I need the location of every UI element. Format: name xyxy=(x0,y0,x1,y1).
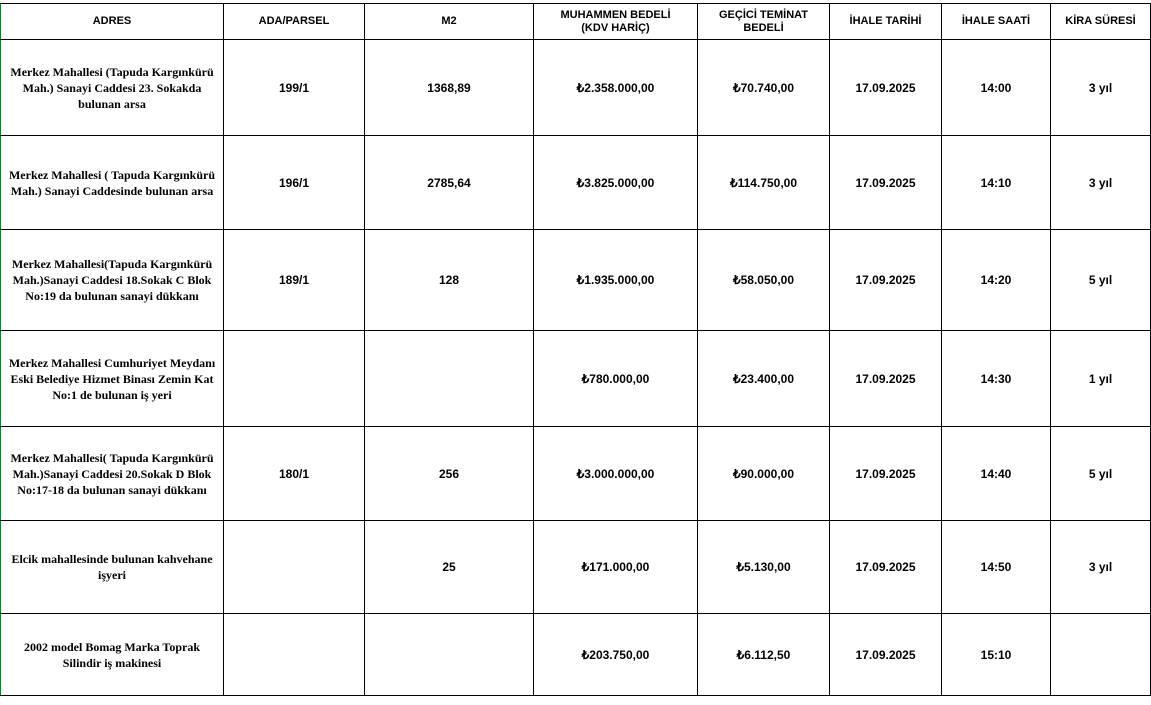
header-muhammen-bedeli xyxy=(534,4,698,40)
cell-ihale-tarihi: 17.09.2025 xyxy=(830,521,942,614)
header-ada-parsel: ADA/PARSEL xyxy=(224,4,365,40)
cell-muhammen-bedeli: ₺3.000.000,00 xyxy=(534,427,698,521)
header-ihale-saati: İHALE SAATİ xyxy=(942,4,1051,40)
header-muhammen-bedeli-label: MUHAMMEN BEDELİ (KDV HARİÇ) xyxy=(560,8,671,34)
cell-ihale-tarihi: 17.09.2025 xyxy=(830,136,942,230)
cell-gecici-teminat: ₺70.740,00 xyxy=(698,40,830,136)
table-row xyxy=(1,331,1151,427)
cell-ihale-tarihi: 17.09.2025 xyxy=(830,230,942,331)
cell-m2: 25 xyxy=(365,521,534,614)
cell-m2: 1368,89 xyxy=(365,40,534,136)
cell-muhammen-bedeli: ₺1.935.000,00 xyxy=(534,230,698,331)
cell-muhammen-bedeli: ₺203.750,00 xyxy=(534,614,698,696)
cell-adres: Merkez Mahallesi (Tapuda Kargınkürü Mah.) Sanayi Caddesi 23. Sokakda bulunan arsa xyxy=(1,40,224,136)
cell-m2: 2785,64 xyxy=(365,136,534,230)
table-row xyxy=(1,427,1151,521)
cell-adres: Merkez Mahallesi(Tapuda Kargınkürü Mah.)Sanayi Caddesi 18.Sokak C Blok No:19 da bulunan sanayi dükkanı xyxy=(1,230,224,331)
cell-muhammen-bedeli: ₺2.358.000,00 xyxy=(534,40,698,136)
cell-adres: Elcik mahallesinde bulunan kahvehane işyeri xyxy=(1,521,224,614)
cell-kira-suresi xyxy=(1051,614,1151,696)
cell-kira-suresi: 3 yıl xyxy=(1051,521,1151,614)
header-adres: ADRES xyxy=(1,4,224,40)
cell-ihale-tarihi: 17.09.2025 xyxy=(830,40,942,136)
header-row xyxy=(1,4,1151,40)
cell-ihale-saati: 15:10 xyxy=(942,614,1051,696)
cell-ihale-tarihi: 17.09.2025 xyxy=(830,614,942,696)
cell-ada-parsel: 189/1 xyxy=(224,230,365,331)
cell-ada-parsel: 180/1 xyxy=(224,427,365,521)
header-kira-suresi: KİRA SÜRESİ xyxy=(1051,4,1151,40)
cell-kira-suresi: 5 yıl xyxy=(1051,427,1151,521)
cell-gecici-teminat: ₺5.130,00 xyxy=(698,521,830,614)
cell-ihale-saati: 14:20 xyxy=(942,230,1051,331)
cell-ihale-saati: 14:00 xyxy=(942,40,1051,136)
cell-ada-parsel: 196/1 xyxy=(224,136,365,230)
header-gecici-teminat-label: GEÇİCİ TEMİNAT BEDELİ xyxy=(718,8,808,34)
cell-ihale-tarihi: 17.09.2025 xyxy=(830,331,942,427)
cell-ihale-tarihi: 17.09.2025 xyxy=(830,427,942,521)
cell-kira-suresi: 3 yıl xyxy=(1051,136,1151,230)
cell-m2: 128 xyxy=(365,230,534,331)
table-row xyxy=(1,40,1151,136)
cell-m2 xyxy=(365,614,534,696)
cell-muhammen-bedeli: ₺3.825.000,00 xyxy=(534,136,698,230)
tender-table xyxy=(0,3,1151,696)
table-row xyxy=(1,521,1151,614)
cell-ada-parsel xyxy=(224,331,365,427)
table-row xyxy=(1,614,1151,696)
cell-adres: 2002 model Bomag Marka Toprak Silindir iş makinesi xyxy=(1,614,224,696)
cell-kira-suresi: 3 yıl xyxy=(1051,40,1151,136)
cell-kira-suresi: 1 yıl xyxy=(1051,331,1151,427)
cell-ada-parsel xyxy=(224,521,365,614)
cell-ada-parsel: 199/1 xyxy=(224,40,365,136)
cell-gecici-teminat: ₺23.400,00 xyxy=(698,331,830,427)
cell-gecici-teminat: ₺90.000,00 xyxy=(698,427,830,521)
header-ihale-tarihi: İHALE TARİHİ xyxy=(830,4,942,40)
cell-ihale-saati: 14:50 xyxy=(942,521,1051,614)
cell-adres: Merkez Mahallesi Cumhuriyet Meydanı Eski Belediye Hizmet Binası Zemin Kat No:1 de bulunan iş yeri xyxy=(1,331,224,427)
cell-ihale-saati: 14:40 xyxy=(942,427,1051,521)
cell-ihale-saati: 14:30 xyxy=(942,331,1051,427)
cell-ada-parsel xyxy=(224,614,365,696)
cell-ihale-saati: 14:10 xyxy=(942,136,1051,230)
cell-muhammen-bedeli: ₺171.000,00 xyxy=(534,521,698,614)
cell-gecici-teminat: ₺58.050,00 xyxy=(698,230,830,331)
cell-gecici-teminat: ₺6.112,50 xyxy=(698,614,830,696)
cell-kira-suresi: 5 yıl xyxy=(1051,230,1151,331)
cell-m2: 256 xyxy=(365,427,534,521)
table-row xyxy=(1,136,1151,230)
header-m2: M2 xyxy=(365,4,534,40)
cell-gecici-teminat: ₺114.750,00 xyxy=(698,136,830,230)
cell-muhammen-bedeli: ₺780.000,00 xyxy=(534,331,698,427)
cell-adres: Merkez Mahallesi( Tapuda Kargınkürü Mah.)Sanayi Caddesi 20.Sokak D Blok No:17-18 da bulunan sanayi dükkanı xyxy=(1,427,224,521)
header-gecici-teminat xyxy=(698,4,830,40)
cell-adres: Merkez Mahallesi ( Tapuda Kargınkürü Mah.) Sanayi Caddesinde bulunan arsa xyxy=(1,136,224,230)
cell-m2 xyxy=(365,331,534,427)
table-row xyxy=(1,230,1151,331)
